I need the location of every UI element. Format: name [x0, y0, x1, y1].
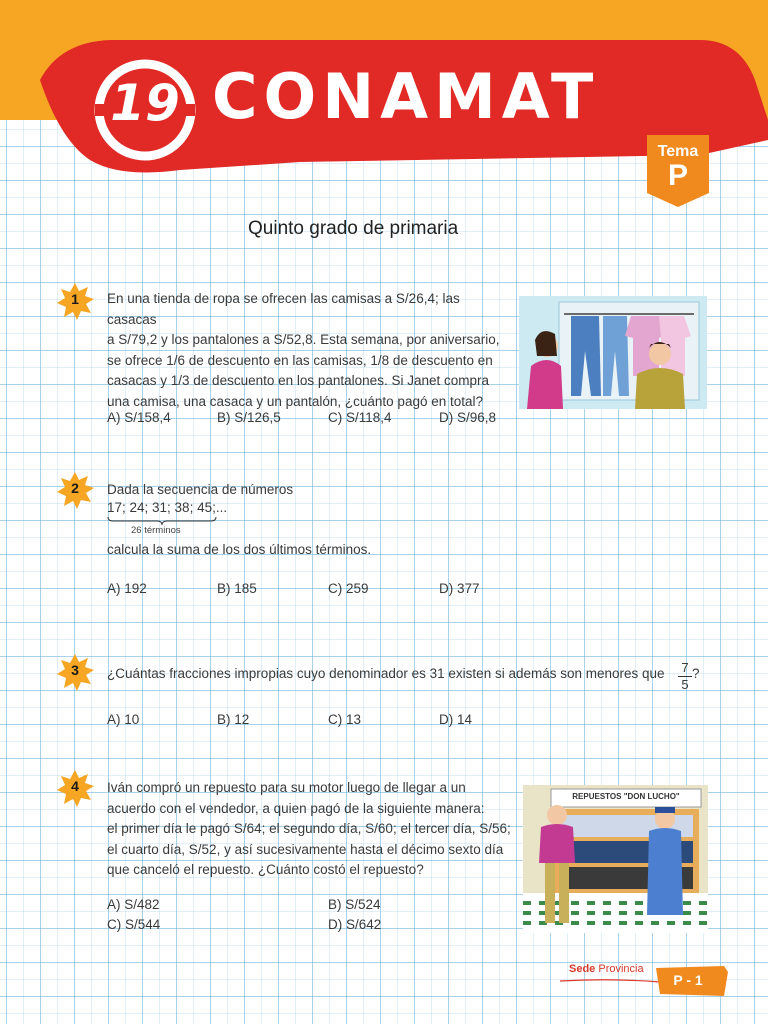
question-mark: ? [692, 666, 700, 681]
footer-sede [569, 963, 644, 975]
option-b[interactable]: B) 185 [217, 581, 257, 596]
question-number-badge [55, 470, 95, 510]
fraction-seven-fifths [678, 660, 692, 693]
clothing-store-image [519, 296, 707, 409]
question-number-badge [55, 768, 95, 808]
text-line: a S/79,2 y los pantalones a S/52,8. Esta semana, por aniversario, [107, 332, 500, 347]
question-number-badge [55, 652, 95, 692]
parts-store-illustration [523, 785, 708, 933]
option-b[interactable]: B) 12 [217, 712, 250, 727]
text-line: el primer día le pagó S/64; el segundo día, S/60; el tercer día, S/56; [107, 821, 511, 836]
sequence-text: 17; 24; 31; 38; 45;... [107, 500, 228, 515]
text-line: el cuarto día, S/52, y así sucesivamente hasta el décimo sexto día [107, 841, 504, 857]
tema-label: Tema [657, 143, 699, 160]
option-d[interactable]: D) 14 [439, 712, 473, 727]
question-number-badge [55, 281, 95, 321]
sede-label: Sede [569, 963, 596, 975]
tema-letter: P [667, 159, 688, 192]
question-1-text [107, 289, 507, 412]
text-line: una camisa, una casaca y un pantalón, ¿cuánto pagó en total? [107, 393, 484, 409]
text-line: se ofrece 1/6 de descuento en las camisas, 1/8 de descuento en [107, 352, 493, 368]
option-c[interactable]: C) S/544 [107, 917, 161, 932]
page-title: Quinto grado de primaria [248, 218, 459, 239]
option-b[interactable]: B) S/524 [328, 897, 381, 912]
question-number: 3 [71, 662, 79, 678]
option-d[interactable]: D) 377 [439, 581, 480, 596]
tema-tab [647, 135, 709, 207]
fraction-denominator: 5 [681, 677, 689, 692]
option-a[interactable]: A) S/482 [107, 897, 160, 912]
question-number: 2 [71, 480, 79, 496]
option-b[interactable]: B) S/126,5 [217, 410, 281, 425]
page-number: P - 1 [673, 972, 703, 988]
text-line: Iván compró un repuesto para su motor luego de llegar a un [107, 780, 466, 795]
brace-label: 26 términos [131, 525, 181, 536]
question-4-text [107, 778, 512, 881]
clothing-store-illustration [519, 296, 707, 409]
page-number-tab [656, 966, 728, 996]
question-3-text: ¿Cuántas fracciones impropias cuyo denominador es 31 existen si además son menores que [107, 666, 665, 681]
text-line: acuerdo con el vendedor, a quien pagó de la siguiente manera: [107, 800, 485, 816]
store-sign: REPUESTOS "DON LUCHO" [572, 792, 680, 801]
text-line: En una tienda de ropa se ofrecen las camisas a S/26,4; las casacas [107, 291, 460, 327]
footer-underline [560, 978, 660, 984]
question-2-intro: Dada la secuencia de números [107, 482, 294, 497]
option-c[interactable]: C) S/118,4 [328, 410, 392, 425]
logo-wordmark: CONAMAT [212, 60, 600, 133]
option-a[interactable]: A) S/158,4 [107, 410, 171, 425]
option-d[interactable]: D) S/96,8 [439, 410, 497, 425]
option-c[interactable]: C) 259 [328, 581, 369, 596]
option-c[interactable]: C) 13 [328, 712, 362, 727]
option-a[interactable]: A) 192 [107, 581, 147, 596]
option-a[interactable]: A) 10 [107, 712, 140, 727]
question-2-ask: calcula la suma de los dos últimos términos. [107, 542, 372, 557]
fraction-numerator: 7 [678, 660, 692, 677]
question-number: 1 [71, 291, 79, 307]
header-banner [0, 0, 768, 200]
option-d[interactable]: D) S/642 [328, 917, 382, 932]
parts-store-image [523, 785, 708, 933]
question-number: 4 [71, 778, 79, 794]
text-line: que canceló el repuesto. ¿Cuánto costó el repuesto? [107, 862, 424, 877]
sede-name: Provincia [595, 963, 644, 975]
logo-number: 19 [110, 74, 180, 132]
text-line: casacas y 1/3 de descuento en los pantalones. Si Janet compra [107, 373, 489, 388]
